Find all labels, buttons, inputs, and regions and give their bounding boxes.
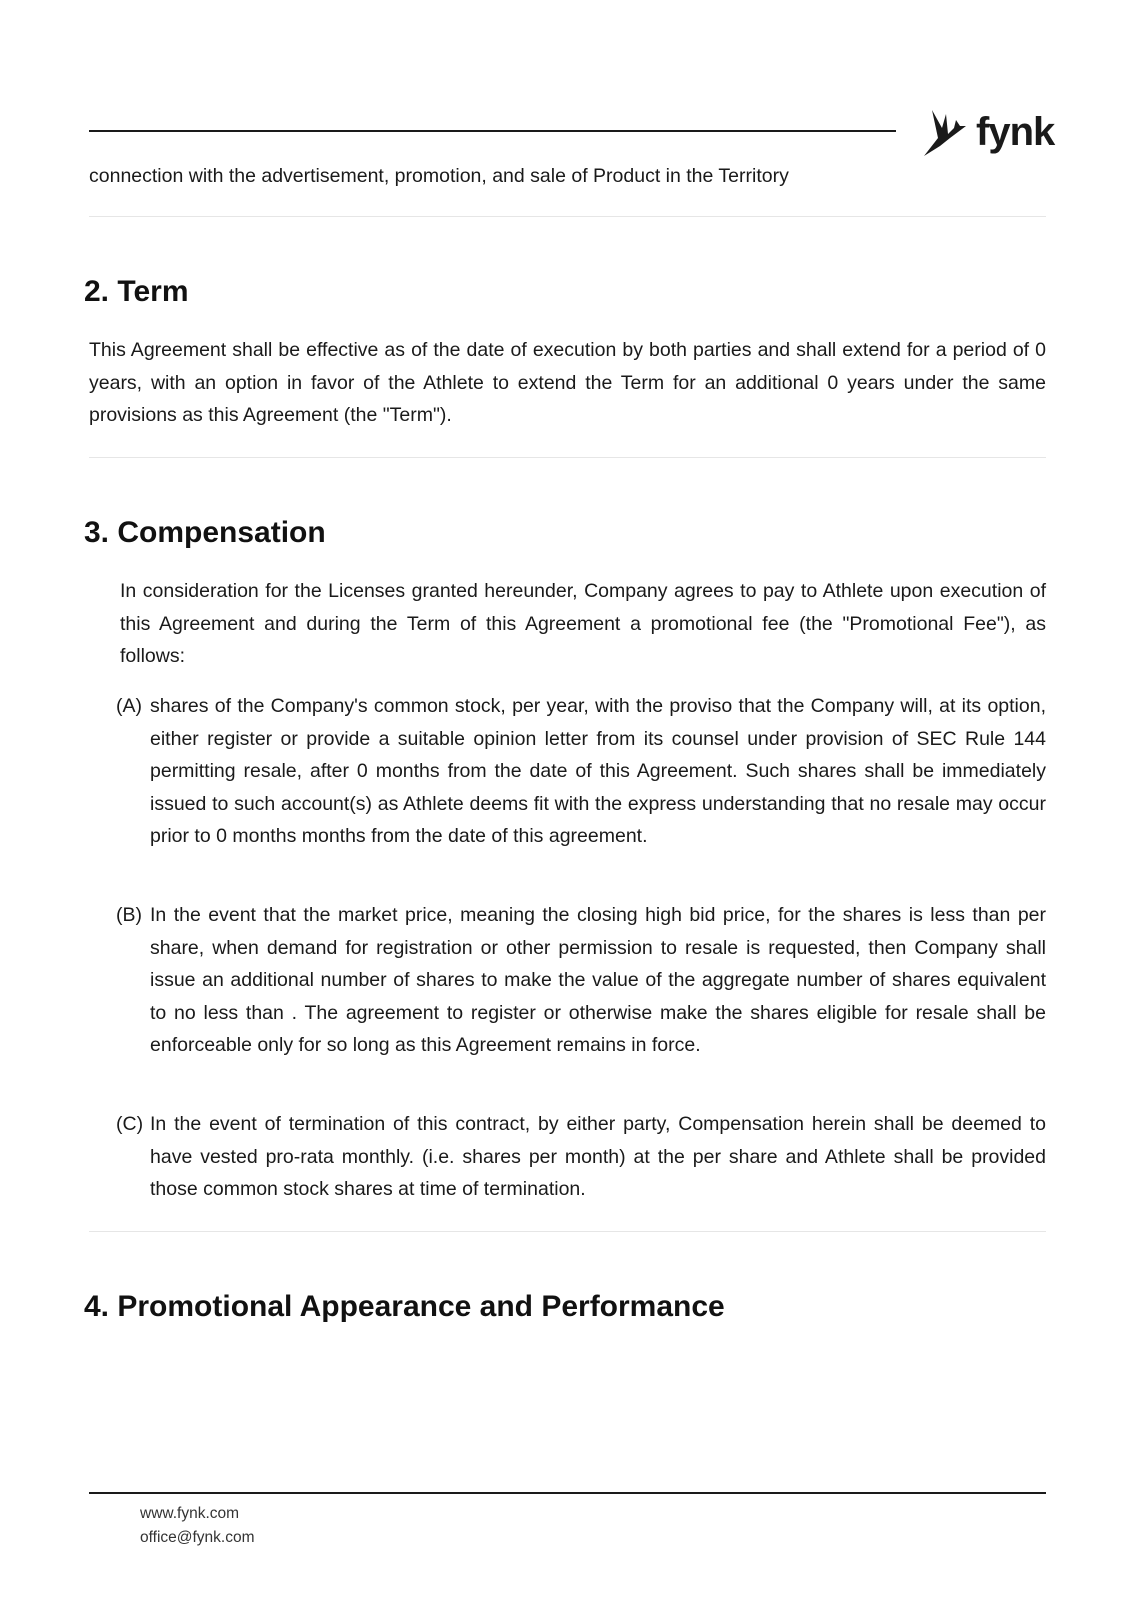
footer-rule [89,1492,1046,1494]
section-heading-term: 2. Term [84,275,189,308]
list-item-marker: (A) [116,695,142,717]
list-item [116,1108,1046,1206]
list-item-marker: (B) [116,904,142,926]
footer-website: www.fynk.com [140,1505,240,1522]
section-divider [89,216,1046,217]
section-divider [89,1231,1046,1232]
carryover-text: connection with the advertisement, promotion, and sale of Product in the Territory [89,165,789,187]
section-heading-compensation: 3. Compensation [84,516,326,549]
logo [920,104,1054,160]
footer-email: office@fynk.com [140,1529,255,1546]
fynk-bird-icon [920,106,968,158]
term-paragraph: This Agreement shall be effective as of the date of execution by both parties and shall extend for a period of 0 years, with an option in favor of the Athlete to extend the Term for an additional 0 years under the same provisions as this Agreement (the "Term"). [89,339,1046,426]
list-item-text: In the event that the market price, meaning the closing high bid price, for the shares is less than per share, when demand for registration or other permission to resale is requested, then Company shall issue an additional number of shares to make the value of the aggregate number of shares equivalent to no less than . The agreement to register or otherwise make the shares eligible for resale shall be enforceable only for so long as this Agreement remains in force. [150,904,1046,1056]
list-item-text: shares of the Company's common stock, per year, with the proviso that the Company will, at its option, either register or provide a suitable opinion letter from its counsel under provision of SEC Rule 144 permitting resale, after 0 months from the date of this Agreement. Such shares shall be immediately issued to such account(s) as Athlete deems fit with the express understanding that no resale may occur prior to 0 months months from the date of this agreement. [150,695,1046,847]
list-item [116,899,1046,1062]
compensation-intro: In consideration for the Licenses granted hereunder, Company agrees to pay to Athlete upon execution of this Agreement and during the Term of this Agreement a promotional fee (the "Promotional Fee"), as follows: [120,580,1046,667]
section-heading-promotional: 4. Promotional Appearance and Performance [84,1290,725,1323]
list-item-marker: (C) [116,1113,144,1135]
list-item-text: In the event of termination of this contract, by either party, Compensation herein shall be deemed to have vested pro-rata monthly. (i.e. shares per month) at the per share and Athlete shall be provided those common stock shares at time of termination. [150,1113,1046,1200]
header-rule [89,130,896,132]
list-item [116,690,1046,853]
section-divider [89,457,1046,458]
logo-text: fynk [976,110,1055,154]
footer [140,1502,255,1550]
